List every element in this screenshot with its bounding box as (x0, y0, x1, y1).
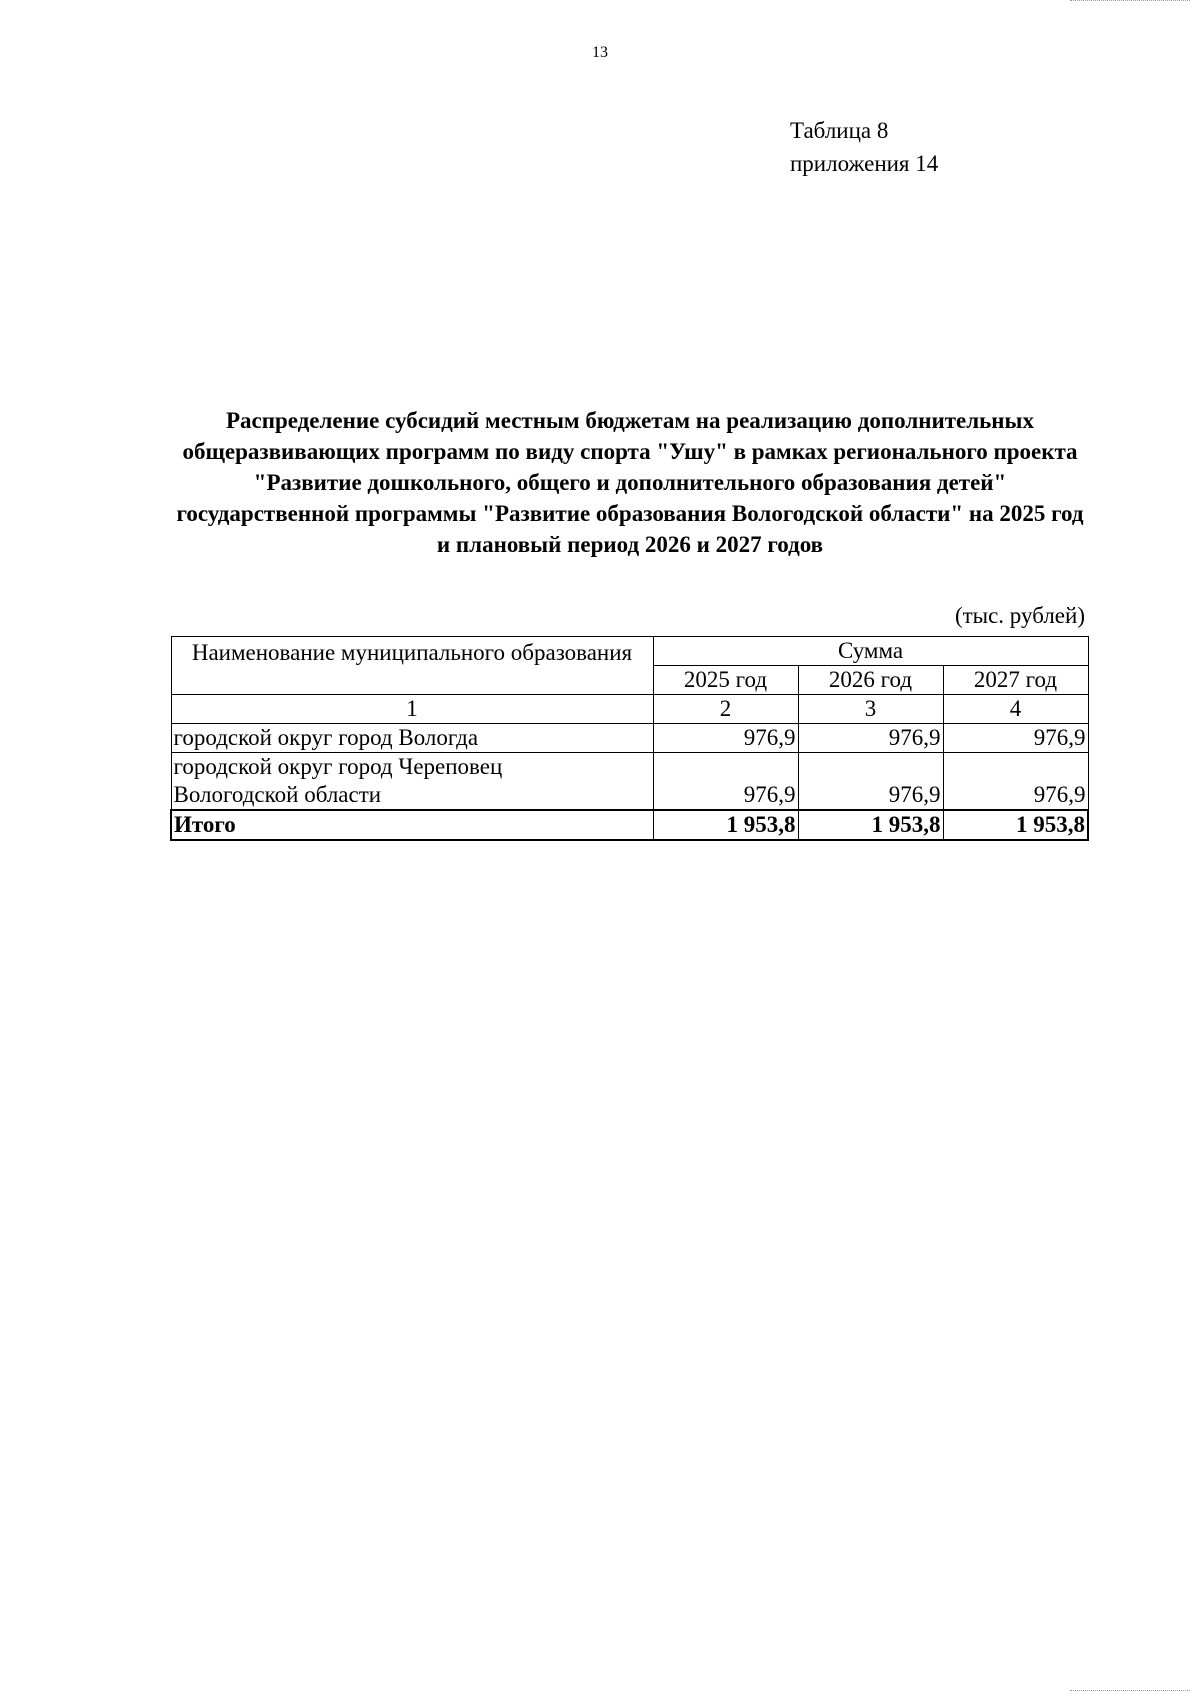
table-header-row (171, 637, 1088, 666)
value-2025: 976,9 (653, 724, 798, 753)
subsidy-table (170, 636, 1089, 841)
column-number: 3 (798, 695, 943, 724)
header-sum: Сумма (653, 637, 1088, 666)
value-2026: 976,9 (798, 724, 943, 753)
scan-edge-mark-top (1070, 0, 1190, 3)
header-year-2027: 2027 год (943, 666, 1088, 695)
municipality-name: городской округ город Вологда (171, 724, 653, 753)
document-title: Распределение субсидий местным бюджетам на реализацию дополнительных общеразвивающих программ по виду спорта "Ушу" в рамках регионального проекта "Развитие дошкольного, общего и дополнительного образования детей" государственной программы "Развитие образования Вологодской области" на 2025 год и плановый период 2026 и 2027 годов (176, 408, 1084, 557)
table-row (171, 753, 1088, 811)
scan-edge-mark-bottom (1070, 1690, 1190, 1693)
total-row (171, 810, 1088, 840)
header-year-2025: 2025 год (653, 666, 798, 695)
value-2027: 976,9 (943, 724, 1088, 753)
municipality-name: городской округ город Череповец Вологодской области (171, 753, 653, 811)
column-number: 2 (653, 695, 798, 724)
table-reference (790, 114, 938, 180)
units-label: (тыс. рублей) (954, 603, 1085, 628)
table-reference-number: Таблица 8 (790, 118, 889, 143)
column-numbers-row (171, 695, 1088, 724)
total-2025: 1 953,8 (653, 810, 798, 840)
value-2026: 976,9 (798, 753, 943, 811)
column-number: 4 (943, 695, 1088, 724)
header-municipality: Наименование муниципального образования (171, 637, 653, 695)
table-reference-appendix: приложения 14 (790, 151, 939, 176)
column-number: 1 (171, 695, 653, 724)
value-2027: 976,9 (943, 753, 1088, 811)
page-number: 13 (592, 44, 608, 61)
total-label: Итого (171, 810, 653, 840)
total-2027: 1 953,8 (943, 810, 1088, 840)
value-2025: 976,9 (653, 753, 798, 811)
total-2026: 1 953,8 (798, 810, 943, 840)
table-row (171, 724, 1088, 753)
header-year-2026: 2026 год (798, 666, 943, 695)
